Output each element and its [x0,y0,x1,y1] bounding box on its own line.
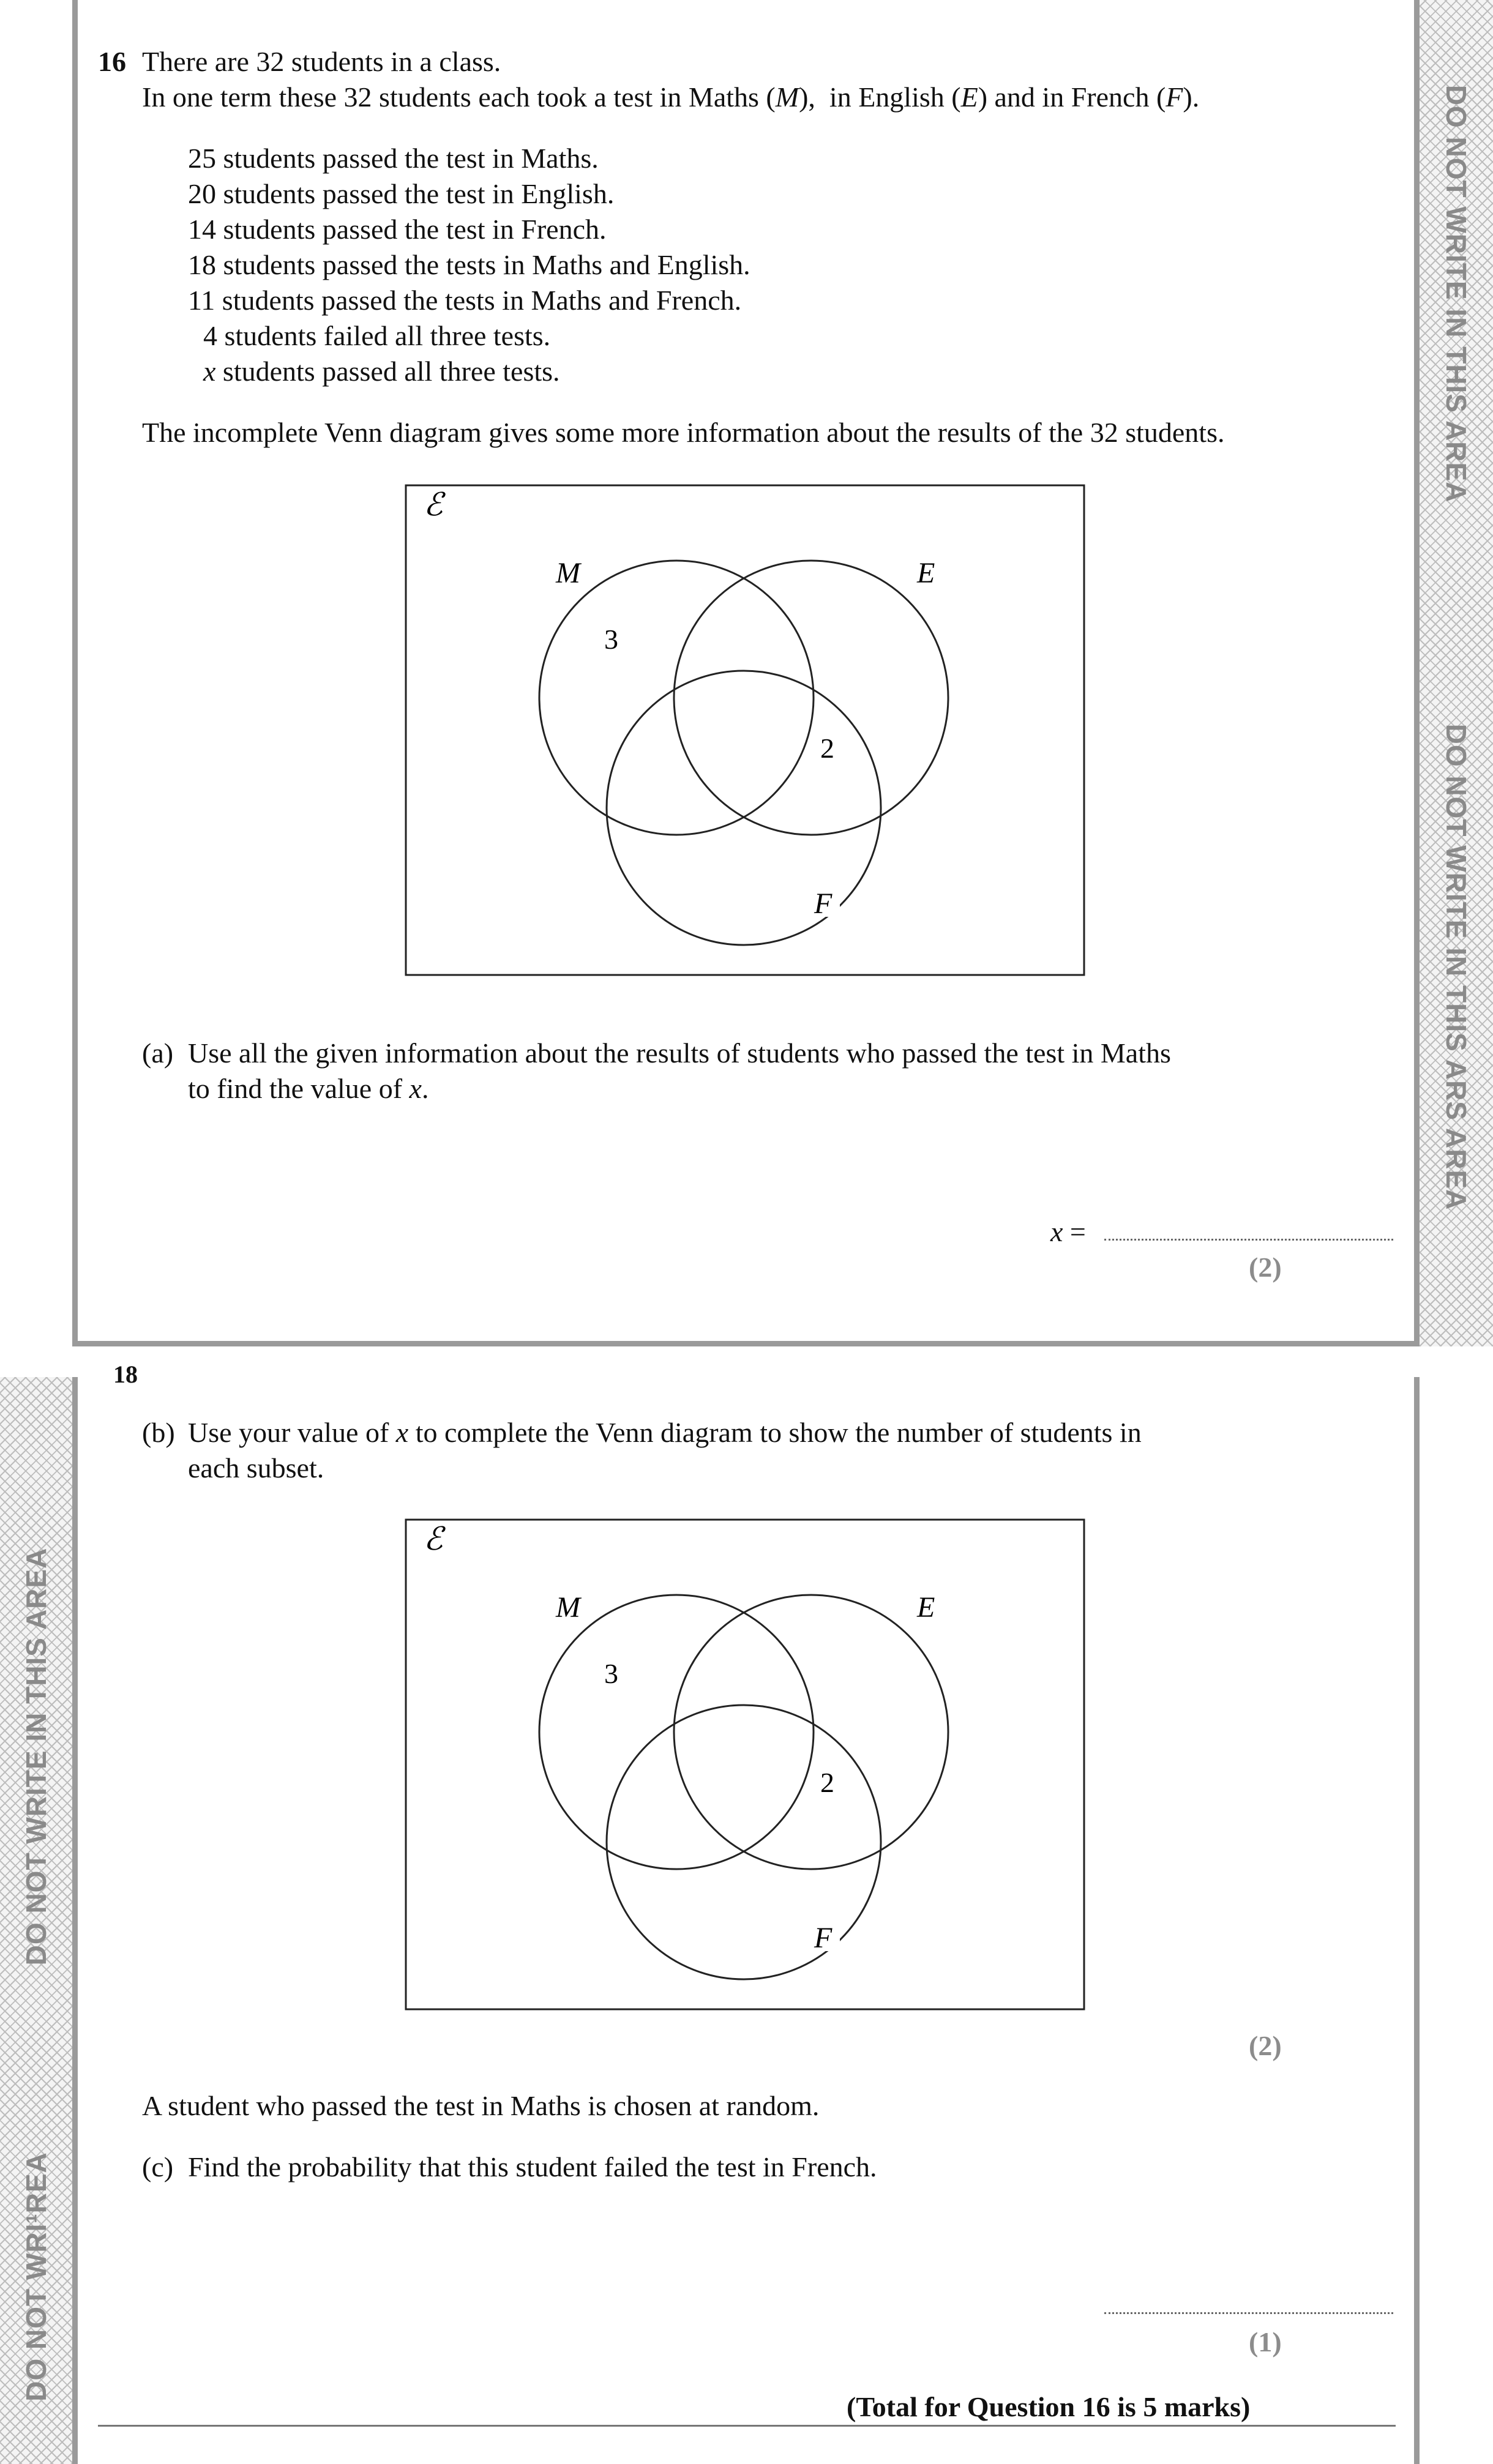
venn-intro: The incomplete Venn diagram gives some more information about the results of the 32 students. [142,417,1225,448]
universal-set-symbol: ℰ [424,1522,443,1557]
part-a-marks: (2) [1249,1252,1282,1283]
part-c-line-1: Find the probability that this student failed the test in French. [188,2151,877,2182]
value-m-only: 3 [604,624,618,655]
universal-set-symbol: ℰ [424,488,443,523]
value-e-f-only: 2 [820,1767,834,1798]
part-a-answer-line[interactable] [1104,1239,1393,1241]
venn-diagram-1 [404,483,1090,977]
universal-set-box [406,485,1084,975]
part-a-line-1: Use all the given information about the results of students who passed the test in Maths [188,1037,1171,1069]
part-a-line-2: to find the value of x. [188,1073,429,1104]
label-f: F [814,1922,833,1954]
fact-maths-french: 11 students passed the tests in Maths and French. [188,285,742,316]
part-c-label: (c) [142,2151,174,2182]
venn-diagram-2[interactable] [404,1518,1090,2011]
circle-e [674,561,948,835]
part-b-marks: (2) [1249,2030,1282,2061]
page-bottom-right-border [1414,1377,1420,2464]
margin-warning-top-1: DO NOT WRITE IN THIS AREA [1440,84,1472,503]
question-number: 16 [98,46,126,77]
part-c-answer-line[interactable] [1104,2312,1393,2314]
fact-english: 20 students passed the test in English. [188,178,615,209]
label-f: F [814,887,833,920]
circle-m [539,561,814,835]
intro-line-2: In one term these 32 students each took a test in Maths (M), in English (E) and in French (F). [142,81,1200,113]
page-number: 18 [113,1361,138,1388]
circle-e [674,1595,948,1869]
part-c-stem: A student who passed the test in Maths is chosen at random. [142,2090,820,2121]
part-b-label: (b) [142,1417,175,1448]
value-e-f-only: 2 [820,733,834,764]
value-m-only: 3 [604,1658,618,1689]
universal-set-box [406,1520,1084,2009]
part-c-marks: (1) [1249,2326,1282,2358]
label-e: E [917,557,935,589]
label-m: M [556,557,580,589]
page-bottom-left-border [72,1377,78,2464]
intro-line-1: There are 32 students in a class. [142,46,501,77]
page-top-bottom-border [72,1341,1420,1346]
fact-failed-all: 4 students failed all three tests. [203,320,551,351]
part-a-answer-prefix: x = [1050,1216,1086,1247]
fact-passed-all: x students passed all three tests. [203,356,560,387]
total-underline [98,2425,1396,2427]
margin-warning-bottom-2: DO NOT WRI¹REA [20,2152,52,2402]
fact-french: 14 students passed the test in French. [188,214,607,245]
part-b-line-1: Use your value of x to complete the Venn diagram to show the number of students in [188,1417,1142,1448]
label-e: E [917,1591,935,1624]
total-marks: (Total for Question 16 is 5 marks) [847,2391,1251,2422]
part-a-label: (a) [142,1037,174,1069]
margin-warning-bottom-1: DO NOT WRITE IN THIS AREA [20,1547,52,1966]
label-m: M [556,1591,580,1624]
margin-warning-top-2: DO NOT WRITE IN THIS ARS AREA [1440,723,1472,1211]
page-top-left-border [72,0,78,1346]
page-top-right-border [1414,0,1420,1346]
fact-maths: 25 students passed the test in Maths. [188,143,599,174]
fact-maths-english: 18 students passed the tests in Maths and English. [188,249,750,280]
circle-m [539,1595,814,1869]
part-b-line-2: each subset. [188,1452,324,1484]
